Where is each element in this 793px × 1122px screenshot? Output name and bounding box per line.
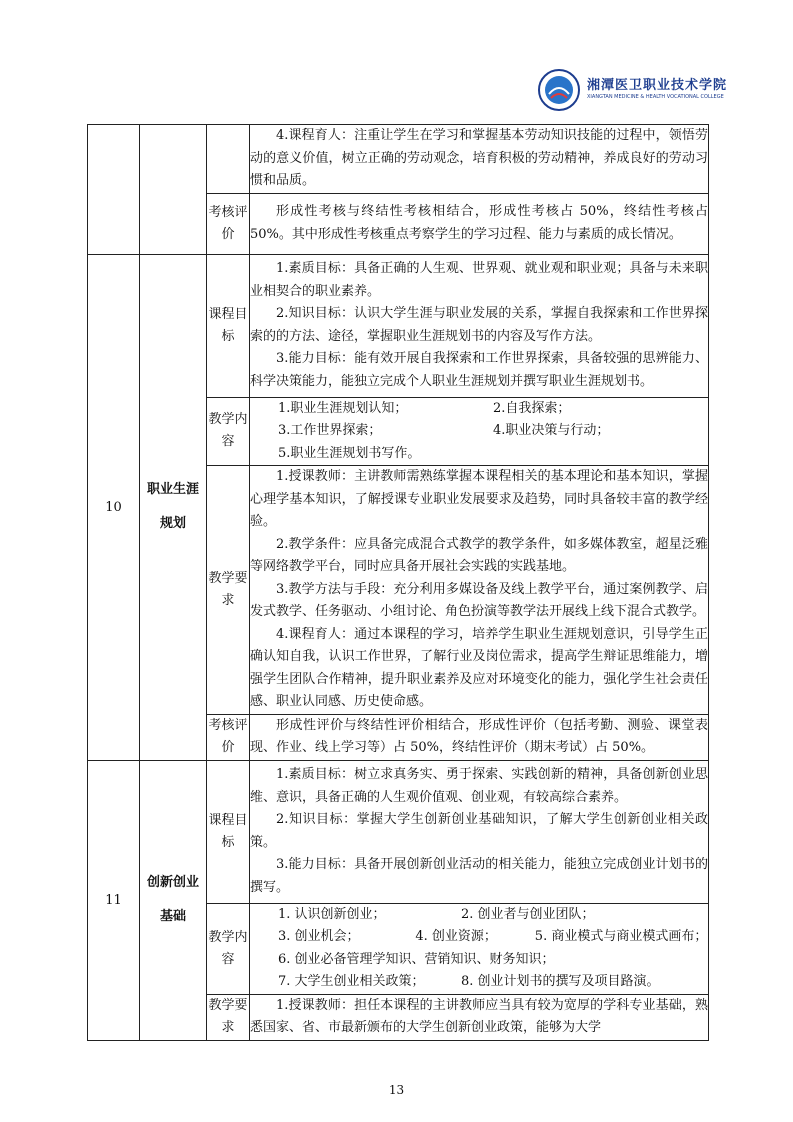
college-name-en: XIANGTAN MEDICINE & HEALTH VOCATIONAL COLLEGE — [587, 94, 724, 100]
content-item: 1.职业生涯规划认知； — [278, 400, 408, 416]
content-item: 6. 创业必备管理学知识、营销知识、财务知识； — [278, 951, 555, 967]
course-name-line: 规划 — [159, 516, 186, 531]
content-item: 2.自我探索； — [493, 400, 571, 416]
row-label-eval: 考核评价 — [207, 193, 250, 254]
table-row — [88, 254, 709, 397]
course-name-line: 基础 — [159, 909, 186, 924]
row-label-content: 教学内容 — [207, 903, 250, 994]
content-item: 5. 商业模式与商业模式画布； — [534, 929, 708, 944]
row-label-goal: 课程目标 — [207, 760, 250, 903]
goal-item: 2.知识目标：认识大学生涯与职业发展的关系，掌握自我探索和工作世界探索的的方法、途径，掌握职业生涯规划书的内容及写作方法。 — [250, 306, 708, 344]
row-label-goal: 课程目标 — [207, 254, 250, 397]
college-emblem-icon — [537, 68, 581, 112]
content-item: 8. 创业计划书的撰写及项目路演。 — [460, 974, 660, 989]
content-item: 5.职业生涯规划书写作。 — [278, 445, 421, 461]
table-row — [88, 125, 709, 194]
course-name-line: 职业生涯 — [146, 482, 199, 497]
table-row — [88, 760, 709, 903]
requirement-item: 1.授课教师：主讲教师需熟练掌握本课程相关的基本理论和基本知识，掌握心理学基本知识，了解授课专业职业发展要求及趋势，同时具备较丰富的教学经验。 — [250, 469, 708, 529]
content-item: 3.工作世界探索； — [278, 423, 382, 438]
evaluation-text: 形成性评价与终结性评价相结合，形成性评价（包括考勤、测验、课堂表现、作业、线上学习等）占 50%，终结性评价（期末考试）占 50%。 — [250, 717, 708, 755]
row-label-cell — [207, 125, 250, 194]
content-item: 1. 认识创新创业； — [278, 906, 386, 922]
content-item: 7. 大学生创业相关政策； — [278, 974, 425, 989]
goal-item: 1.素质目标：树立求真务实、勇于探索、实践创新的精神，具备创新创业思维、意识，具备正确的人生观价值观、创业观，有较高综合素养。 — [250, 767, 708, 805]
content-item: 2. 创业者与创业团队； — [460, 906, 595, 922]
course-name-cell — [140, 125, 207, 255]
requirement-item: 2.教学条件：应具备完成混合式教学的教学条件，如多媒体教室，超星泛雅等网络教学平台，同时应具备开展社会实践的实践基地。 — [250, 536, 708, 574]
requirement-item: 4.课程育人：通过本课程的学习，培养学生职业生涯规划意识，引导学生正确认知自我，认识工作世界，了解行业及岗位需求，提高学生辩证思维能力，增强学生团队合作精神，提升职业素养及应对环境变化的能力，强化学生社会责任感、职业认同感、历史使命感。 — [250, 626, 708, 709]
row-label-req: 教学要求 — [207, 466, 250, 715]
goal-item: 3.能力目标：能有效开展自我探索和工作世界探索，具备较强的思辨能力、科学决策能力，能独立完成个人职业生涯规划并撰写职业生涯规划书。 — [250, 351, 708, 389]
course-number: 10 — [88, 254, 140, 760]
course-name — [140, 254, 207, 760]
course-table — [87, 124, 709, 1041]
content-item: 3. 创业机会； — [278, 929, 360, 944]
course-number-cell — [88, 125, 140, 255]
course-name-line: 创新创业 — [146, 875, 199, 890]
row-label-req: 教学要求 — [207, 994, 250, 1040]
evaluation-text: 形成性考核与终结性考核相结合，形成性考核占 50%，终结性考核占 50%。其中形成性考核重点考察学生的学习过程、能力与素质的成长情况。 — [250, 204, 708, 242]
goal-item: 3.能力目标：具备开展创新创业活动的相关能力，能独立完成创业计划书的撰写。 — [250, 857, 708, 895]
row-label-eval: 考核评价 — [207, 714, 250, 760]
course-education-text: 4.课程育人：注重让学生在学习和掌握基本劳动知识技能的过程中，领悟劳动的意义价值，树立正确的劳动观念，培育积极的劳动精神，养成良好的劳动习惯和品质。 — [250, 128, 708, 188]
goal-item: 2.知识目标：掌握大学生创新创业基础知识，了解大学生创新创业相关政策。 — [250, 812, 708, 850]
college-name: 湘潭医卫职业技术学院 — [587, 78, 728, 93]
requirement-item: 3.教学方法与手段：充分利用多媒设备及线上教学平台，通过案例教学、启发式教学、任务驱动、小组讨论、角色扮演等教学法开展线上线下混合式教学。 — [250, 581, 708, 619]
course-number: 11 — [88, 760, 140, 1040]
page-number: 13 — [388, 1083, 405, 1097]
goal-item: 1.素质目标：具备正确的人生观、世界观、就业观和职业观；具备与未来职业相契合的职业素养。 — [250, 261, 708, 299]
content-item: 4. 创业资源； — [415, 929, 497, 944]
row-label-content: 教学内容 — [207, 397, 250, 466]
college-logo — [537, 68, 728, 112]
content-item: 4.职业决策与行动； — [493, 423, 610, 438]
course-name — [140, 760, 207, 1040]
requirement-item: 1.授课教师：担任本课程的主讲教师应当具有较为宽厚的学科专业基础，熟悉国家、省、市最新颁布的大学生创新创业政策，能够为大学 — [250, 997, 708, 1035]
